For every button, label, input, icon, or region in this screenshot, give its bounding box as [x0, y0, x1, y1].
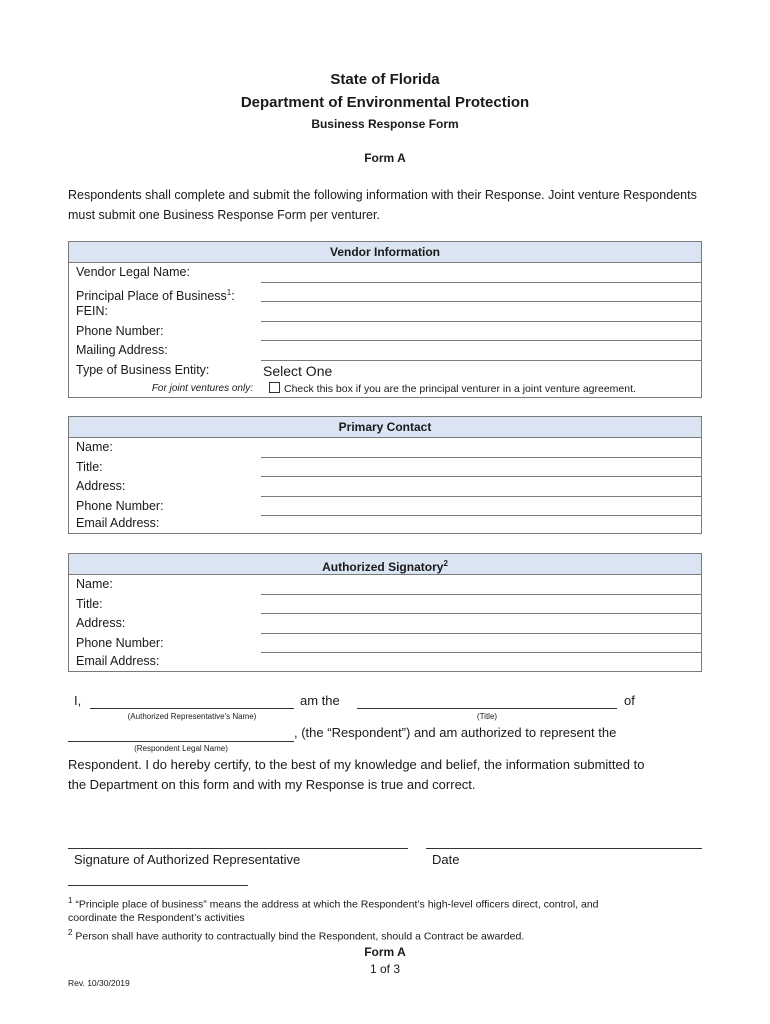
signatory-name-field[interactable] [261, 576, 701, 595]
signatory-phone-label: Phone Number: [76, 635, 164, 650]
respondent-legal-name-field[interactable] [68, 741, 294, 742]
joint-venture-label: For joint ventures only: [151, 383, 253, 394]
signatory-email-label: Email Address: [76, 654, 160, 668]
footnote-1: $^1$ “Principle place of business” means the address at which the Respondent’s high-level officers direct, control, and [68, 896, 599, 911]
vendor-phone-field[interactable] [261, 322, 701, 341]
rep-name-caption: (Authorized Representative's Name) [127, 712, 257, 721]
fein-label: FEIN: [76, 304, 108, 318]
footnote-1-cont: coordinate the Respondent’s activities [68, 912, 245, 924]
primary-title-field[interactable] [261, 458, 701, 477]
signature-field[interactable] [68, 848, 408, 849]
primary-contact-heading: Primary Contact [69, 417, 701, 438]
primary-address-label: Address: [76, 479, 126, 493]
principal-place-label: Principal Place of Business$^1$: [76, 287, 235, 303]
footnote-ref-1: 1 [226, 287, 232, 297]
cert-of: of [624, 693, 635, 708]
document-title-department: Department of Environmental Protection [240, 94, 530, 111]
form-label: Form A [364, 151, 406, 165]
page-number: 1 of 3 [369, 962, 401, 976]
footnote-2: $^2$ Person shall have authority to contractually bind the Respondent, should a Contract be awarded. [68, 928, 525, 943]
revision-date: Rev. 10/30/2019 [68, 978, 130, 988]
cert-i: I, [74, 693, 82, 708]
signatory-phone-field[interactable] [261, 634, 701, 653]
vendor-phone-label: Phone Number: [76, 323, 164, 338]
fein-field[interactable] [261, 303, 701, 322]
principal-place-field[interactable] [261, 283, 701, 302]
primary-address-field[interactable] [261, 478, 701, 497]
document-title-state: State of Florida [330, 71, 440, 88]
primary-contact-section [68, 416, 702, 534]
signatory-address-label: Address: [76, 616, 126, 630]
signatory-title-field[interactable] [261, 595, 701, 614]
footnote-ref-2: 2 [443, 559, 448, 568]
mailing-address-field[interactable] [261, 342, 701, 361]
signatory-address-field[interactable] [261, 615, 701, 634]
business-entity-label: Type of Business Entity: [76, 362, 210, 377]
authorized-signatory-heading: Authorized Signatory$^2$ [69, 554, 701, 575]
vendor-information-section [68, 241, 702, 398]
cert-line-2: the Department on this form and with my Response is true and correct. [68, 777, 476, 792]
footnote-divider [68, 885, 248, 886]
footer-form-label: Form A [364, 945, 406, 959]
primary-email-field[interactable] [261, 516, 701, 534]
signatory-name-label: Name: [76, 577, 113, 591]
signature-label: Signature of Authorized Representative [74, 852, 301, 867]
vendor-legal-name-field[interactable] [261, 264, 701, 283]
joint-venture-checkbox-label: Check this box if you are the principal venturer in a joint venture agreement. [284, 383, 636, 395]
signatory-email-field[interactable] [261, 654, 701, 672]
primary-email-label: Email Address: [76, 516, 160, 530]
date-field[interactable] [426, 848, 702, 849]
rep-name-field[interactable] [90, 708, 294, 709]
form-title: Business Response Form [311, 117, 459, 131]
primary-name-field[interactable] [261, 439, 701, 458]
primary-title-label: Title: [76, 459, 103, 474]
vendor-information-heading: Vendor Information [69, 242, 701, 263]
primary-phone-label: Phone Number: [76, 498, 164, 513]
primary-name-label: Name: [76, 440, 113, 454]
vendor-legal-name-label: Vendor Legal Name: [76, 265, 190, 279]
rep-title-field[interactable] [357, 708, 617, 709]
cert-am-the: am the [300, 693, 340, 708]
business-entity-select[interactable]: Select One [263, 362, 333, 379]
joint-venture-checkbox[interactable] [269, 382, 280, 393]
date-label: Date [432, 852, 460, 867]
cert-respondent-text: , (the “Respondent”) and am authorized to represent the [294, 725, 617, 740]
signatory-title-label: Title: [76, 596, 103, 611]
respondent-legal-name-caption: (Respondent Legal Name) [134, 744, 228, 753]
intro-text: Respondents shall complete and submit the following information with their Response. Joint venture Respondents must submit one Business Response Form per venturer. [68, 188, 697, 222]
cert-line-1: Respondent. I do hereby certify, to the best of my knowledge and belief, the information submitted to [68, 757, 645, 772]
rep-title-caption: (Title) [476, 712, 498, 721]
authorized-signatory-section [68, 553, 702, 672]
mailing-address-label: Mailing Address: [76, 343, 168, 357]
joint-venture-checkbox-row[interactable] [269, 380, 636, 398]
